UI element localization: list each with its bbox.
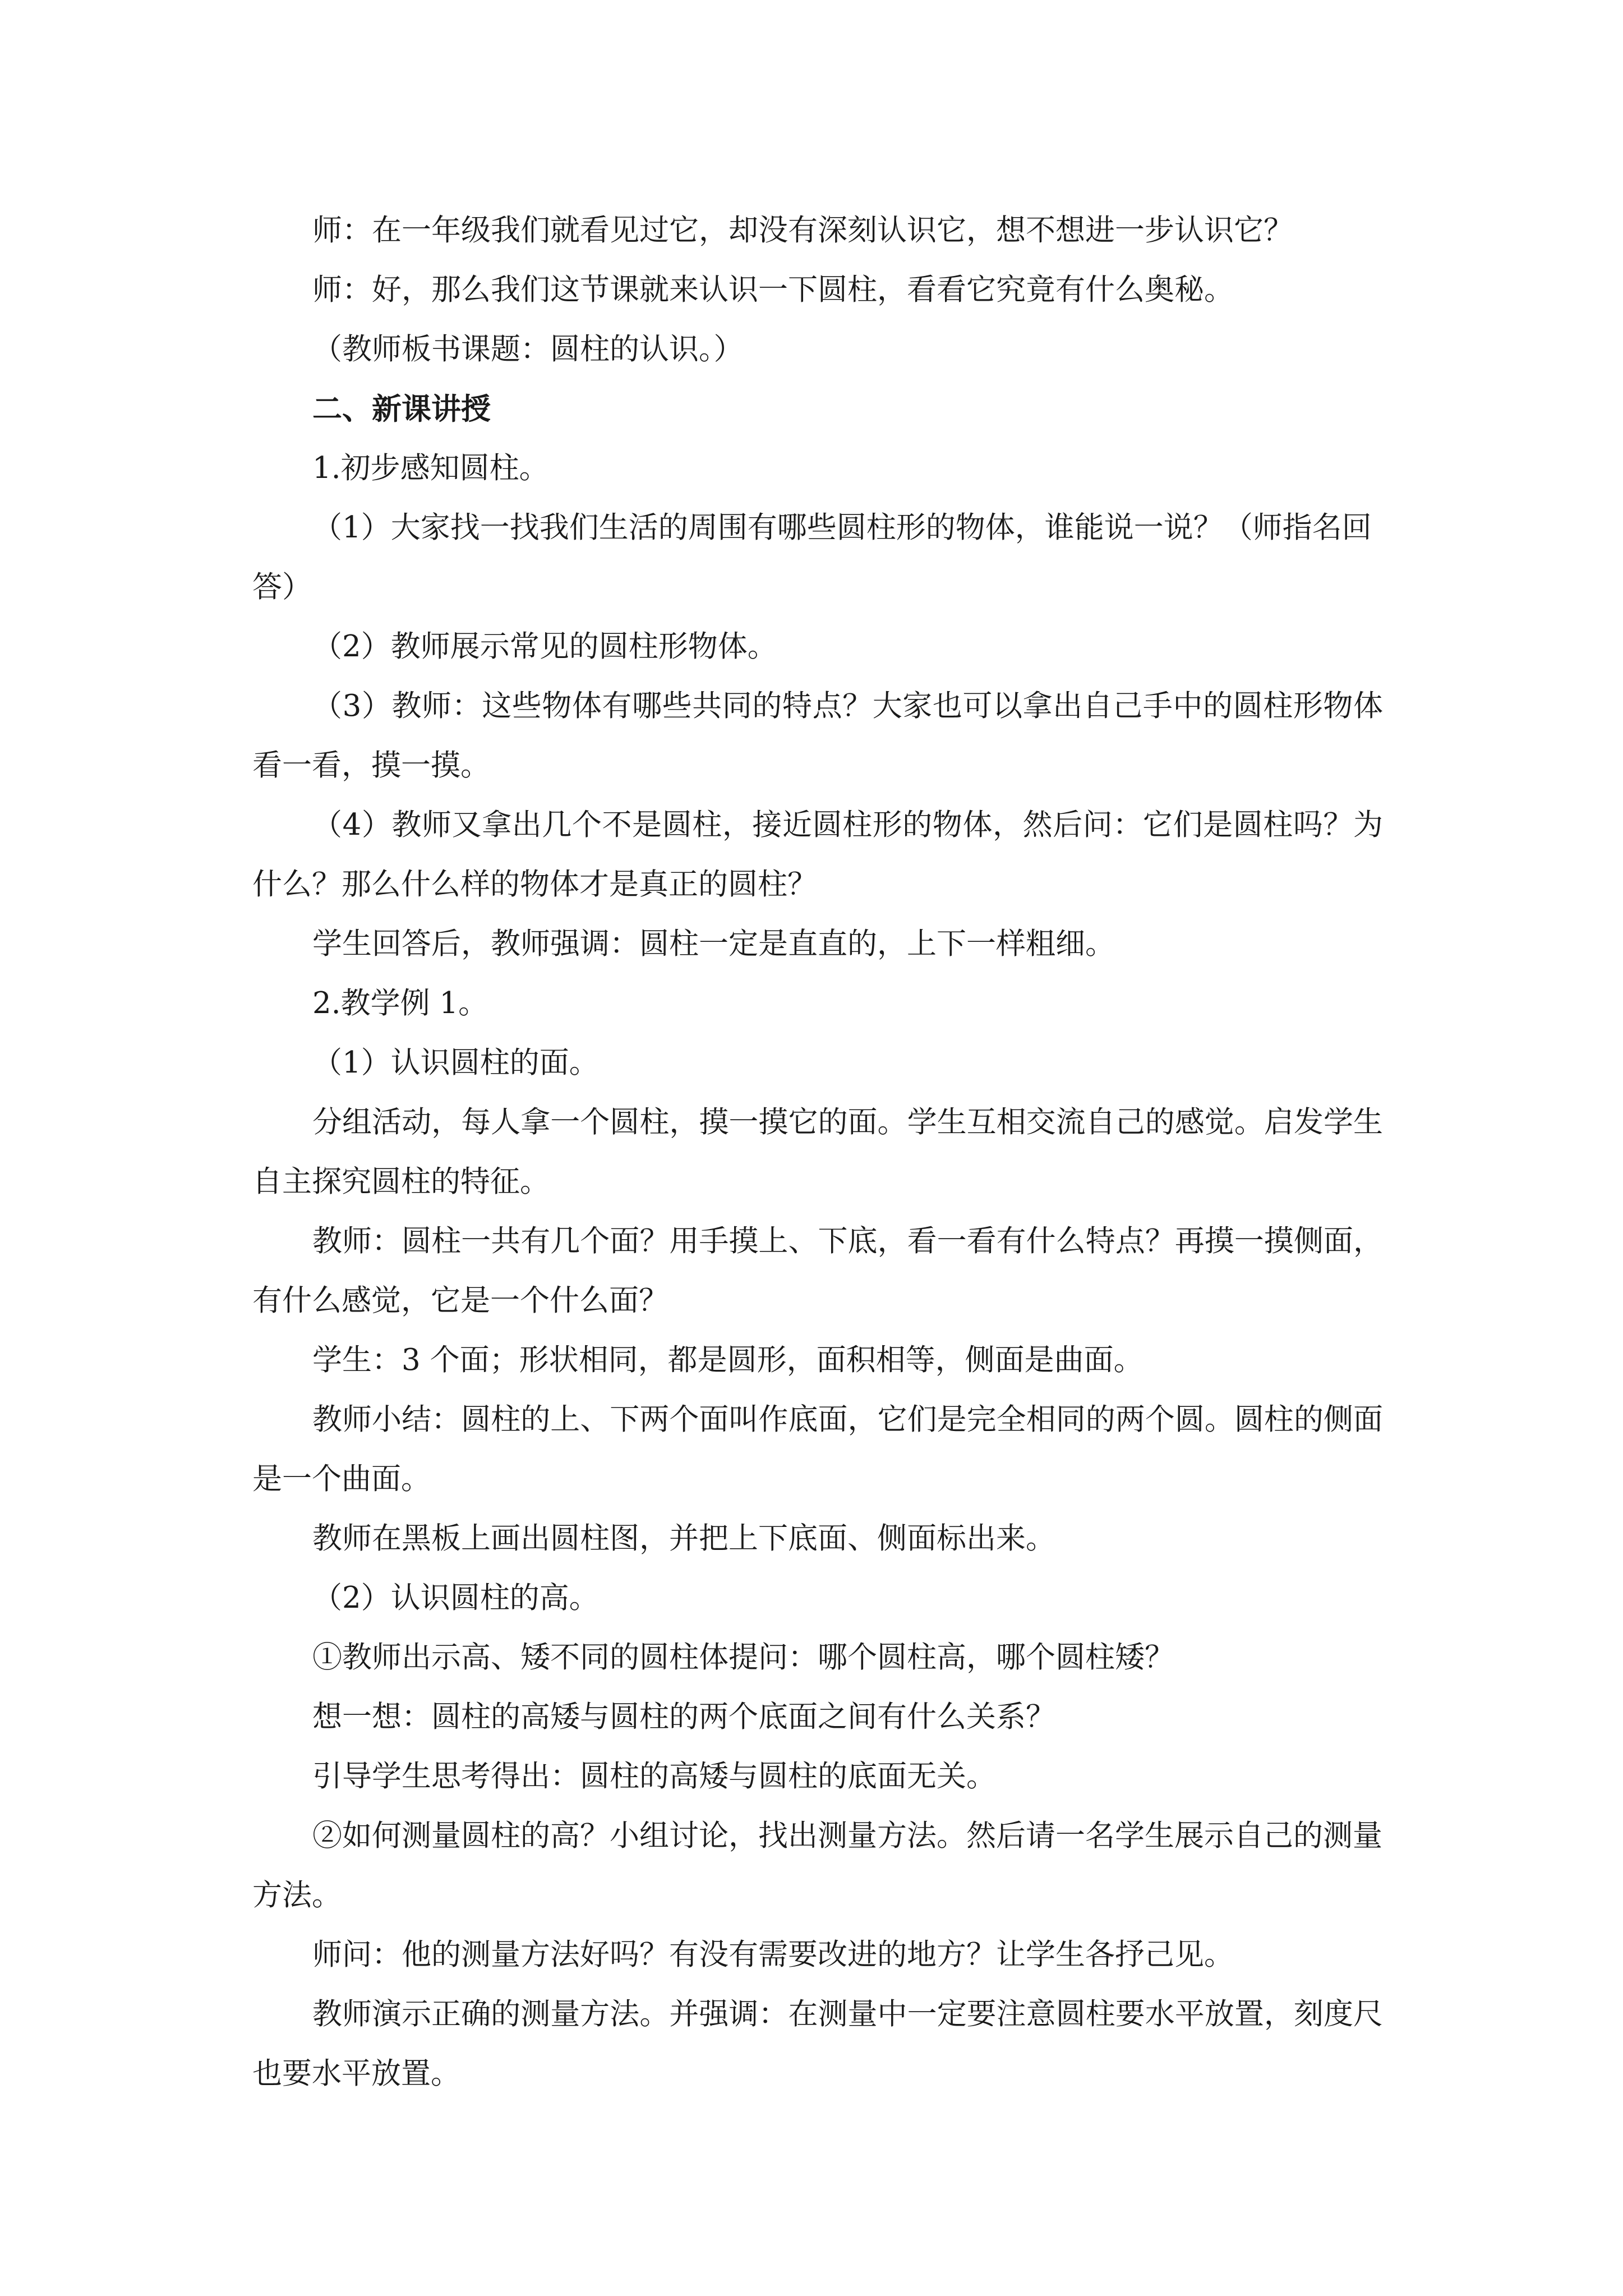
paragraph: 引导学生思考得出：圆柱的高矮与圆柱的底面无关。 — [312, 1759, 996, 1793]
paragraph: （教师板书课题：圆柱的认识。） — [312, 332, 744, 366]
paragraph: （1）大家找一找我们生活的周围有哪些圆柱形的物体，谁能说一说？（师指名回答） — [252, 510, 1372, 604]
paragraph: 教师小结：圆柱的上、下两个面叫作底面，它们是完全相同的两个圆。圆柱的侧面是一个曲面。 — [252, 1402, 1383, 1496]
paragraph: 1.初步感知圆柱。 — [312, 451, 549, 485]
paragraph: 教师演示正确的测量方法。并强调：在测量中一定要注意圆柱要水平放置，刻度尺也要水平放置。 — [252, 1997, 1383, 2091]
paragraph: 教师：圆柱一共有几个面？用手摸上、下底，看一看有什么特点？再摸一摸侧面，有什么感觉，它是一个什么面？ — [252, 1224, 1383, 1318]
paragraph: ①教师出示高、矮不同的圆柱体提问：哪个圆柱高，哪个圆柱矮？ — [312, 1640, 1174, 1674]
document-page — [252, 201, 1383, 2104]
paragraph: 学生回答后，教师强调：圆柱一定是直直的，上下一样粗细。 — [312, 927, 1115, 961]
paragraph: （1）认识圆柱的面。 — [312, 1046, 599, 1080]
paragraph: （3）教师：这些物体有哪些共同的特点？大家也可以拿出自己手中的圆柱形物体看一看，摸一摸。 — [252, 689, 1383, 783]
paragraph: （2）教师展示常见的圆柱形物体。 — [312, 629, 777, 664]
paragraph: 分组活动，每人拿一个圆柱，摸一摸它的面。学生互相交流自己的感觉。启发学生自主探究圆柱的特征。 — [252, 1105, 1383, 1199]
paragraph: （2）认识圆柱的高。 — [312, 1581, 599, 1615]
paragraph: 师问：他的测量方法好吗？有没有需要改进的地方？让学生各抒己见。 — [312, 1938, 1234, 1972]
paragraph: 想一想：圆柱的高矮与圆柱的两个底面之间有什么关系？ — [312, 1700, 1055, 1734]
paragraph: 师：在一年级我们就看见过它，却没有深刻认识它，想不想进一步认识它？ — [312, 213, 1293, 247]
paragraph: 学生：3 个面；形状相同，都是圆形，面积相等，侧面是曲面。 — [312, 1343, 1144, 1377]
paragraph: 2.教学例 1。 — [312, 986, 488, 1020]
paragraph: 师：好，那么我们这节课就来认识一下圆柱，看看它究竟有什么奥秘。 — [312, 273, 1234, 307]
section-heading: 二、新课讲授 — [312, 392, 491, 426]
paragraph: ②如何测量圆柱的高？小组讨论，找出测量方法。然后请一名学生展示自己的测量方法。 — [252, 1819, 1382, 1912]
paragraph: （4）教师又拿出几个不是圆柱，接近圆柱形的物体，然后问：它们是圆柱吗？为什么？那么什么样的物体才是真正的圆柱？ — [252, 808, 1383, 901]
paragraph: 教师在黑板上画出圆柱图，并把上下底面、侧面标出来。 — [312, 1521, 1055, 1556]
